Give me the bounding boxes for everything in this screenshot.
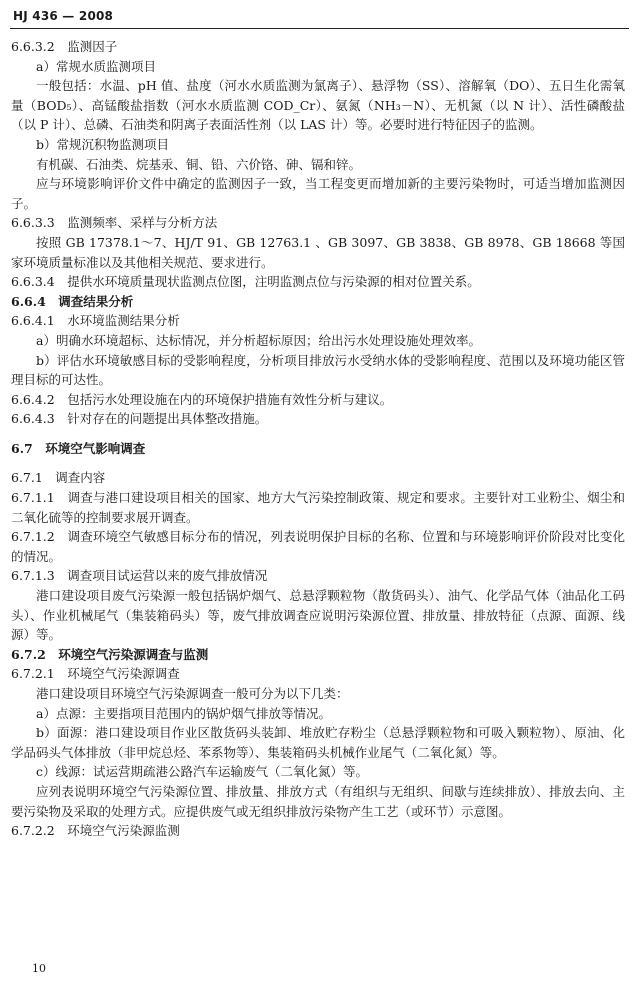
text-line: 港口建设项目废气污染源一般包括锅炉烟气、总悬浮颗粒物（散货码头）、油气、化学品气体（油品化工码头）、作业机械尾气（集装箱码头）等，废气排放调查应说明污染源位置、排放量、排放特征（点源、面源、线源）等。	[11, 588, 625, 643]
text-line: 应列表说明环境空气污染源位置、排放量、排放方式（有组织与无组织、间歇与连续排放）、排放去向、主要污染物及采取的处理方式。应提供废气或无组织排放污染物产生工艺（或环节）示意图。	[11, 783, 625, 819]
text-line: 6.6.4.1 水环境监测结果分析	[11, 313, 180, 329]
text-line: a）明确水环境超标、达标情况，并分析超标原因；给出污水处理设施处理效率。	[36, 332, 481, 348]
text-line: 按照 GB 17378.1～7、HJ/T 91、GB 12763.1 、GB 3097、GB 3838、GB 8978、GB 18668 等国家环境质量标准以及其他相关规范、要求进行。	[11, 234, 625, 270]
text-line: 6.6.4.2 包括污水处理设施在内的环境保护措施有效性分析与建议。	[11, 391, 393, 407]
text-line: b）常规沉积物监测项目	[36, 136, 170, 152]
document-body	[11, 37, 625, 841]
page-number: 10	[32, 962, 46, 975]
text-line: 6.6.4.3 针对存在的问题提出具体整改措施。	[11, 411, 268, 427]
document-code: HJ 436 — 2008	[13, 9, 114, 23]
text-line: 应与环境影响评价文件中确定的监测因子一致，当工程变更而增加新的主要污染物时，可适当增加监测因子。	[11, 176, 625, 211]
text-line: a）常规水质监测项目	[36, 58, 156, 74]
text-line: 6.6.3.4 提供水环境质量现状监测点位图，注明监测点位与污染源的相对位置关系。	[11, 274, 480, 290]
text-line: 6.7.2.2 环境空气污染源监测	[11, 823, 180, 839]
text-line: b）面源：港口建设项目作业区散货码头装卸、堆放贮存粉尘（总悬浮颗粒物和可吸入颗粒物）、原油、化学品码头气体排放（非甲烷总烃、苯系物等）、集装箱码头机械作业尾气（二氧化氮）等。	[11, 725, 625, 760]
text-line: 6.7.1 调查内容	[11, 470, 106, 486]
text-line: 一般包括：水温、pH 值、盐度（河水水质监测为氯离子）、悬浮物（SS）、溶解氧（DO）、五日生化需氧量（BOD₅）、高锰酸盐指数（河水水质监测 COD_Cr）、氨氮（NH₃－N）、无机氮（以 N 计）、活性磷酸盐（以 P 计）、总磷、石油类和阴离子表面活性剂（以 LAS 计）等。必要时进行特征因子的监测。	[11, 78, 625, 133]
text-line: 6.7.1.2 调查环境空气敏感目标分布的情况，列表说明保护目标的名称、位置和与环境影响评价阶段对比变化的情况。	[11, 529, 625, 564]
text-line: 有机碳、石油类、烷基汞、铜、铅、六价铬、砷、镉和锌。	[36, 156, 362, 172]
text-line: 6.7.1.3 调查项目试运营以来的废气排放情况	[11, 568, 268, 584]
text-line: 6.7 环境空气影响调查	[11, 440, 146, 456]
header-rule	[10, 28, 629, 29]
text-line: 6.7.2.1 环境空气污染源调查	[11, 666, 180, 682]
text-line: 港口建设项目环境空气污染源调查一般可分为以下几类：	[36, 686, 349, 701]
text-line: 6.7.2 环境空气污染源调查与监测	[11, 646, 209, 662]
text-line: 6.6.3.2 监测因子	[11, 39, 118, 54]
text-line: 6.6.4 调查结果分析	[11, 293, 134, 309]
text-line: 6.7.1.1 调查与港口建设项目相关的国家、地方大气污染控制政策、规定和要求。主要针对工业粉尘、烟尘和二氧化硫等的控制要求展开调查。	[11, 490, 625, 525]
text-line: 6.6.3.3 监测频率、采样与分析方法	[11, 215, 218, 231]
text-line: a）点源：主要指项目范围内的锅炉烟气排放等情况。	[36, 705, 331, 721]
text-line: c）线源：试运营期疏港公路汽车运输废气（二氧化氮）等。	[36, 764, 369, 780]
text-line: b）评估水环境敏感目标的受影响程度，分析项目排放污水受纳水体的受影响程度、范围以及环境功能区管理目标的可达性。	[11, 352, 625, 388]
